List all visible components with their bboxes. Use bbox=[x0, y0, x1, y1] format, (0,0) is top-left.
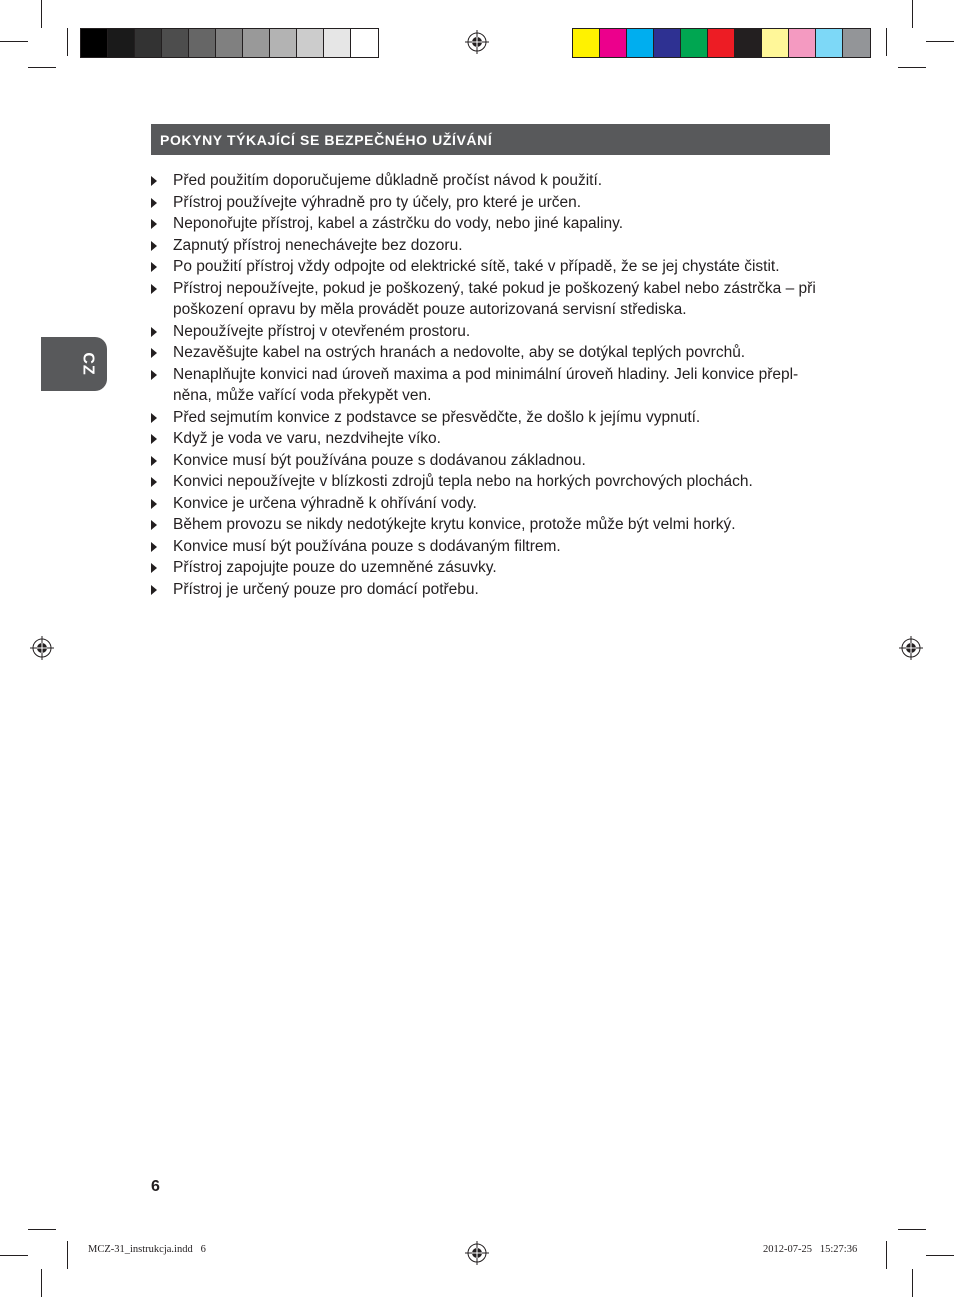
list-item bbox=[151, 278, 833, 321]
bullet-triangle-icon bbox=[151, 198, 157, 208]
crop-mark bbox=[912, 0, 913, 28]
crop-mark bbox=[926, 41, 954, 42]
registration-mark-icon bbox=[30, 636, 54, 660]
list-item bbox=[151, 450, 833, 472]
color-swatch bbox=[162, 29, 189, 57]
list-item-text: Neponořujte přístroj, kabel a zástrčku do vody, nebo jiné kapaliny. bbox=[173, 215, 624, 232]
list-item-text: Přístroj je určený pouze pro domácí potřebu. bbox=[173, 580, 479, 598]
list-item bbox=[151, 256, 833, 278]
color-swatch bbox=[189, 29, 216, 57]
file-slug: MCZ-31_instrukcja.indd 6 bbox=[88, 1244, 206, 1255]
color-swatch bbox=[270, 29, 297, 57]
print-timestamp: 2012-07-25 15:27:36 bbox=[763, 1244, 858, 1255]
bullet-triangle-icon bbox=[151, 434, 157, 444]
color-swatch bbox=[324, 29, 351, 57]
list-item-text: Konvice musí být používána pouze s dodávanou základnou. bbox=[173, 451, 586, 469]
bullet-triangle-icon bbox=[151, 262, 157, 272]
language-tab bbox=[41, 337, 107, 391]
list-item bbox=[151, 364, 833, 407]
color-swatch bbox=[81, 29, 108, 57]
bullet-triangle-icon bbox=[151, 284, 157, 294]
crop-mark bbox=[898, 1229, 926, 1230]
crop-mark bbox=[41, 1269, 42, 1297]
list-item-text: Přístroj nepoužívejte, pokud je poškozený, také pokud je poškozený kabel nebo zástrčka – při poškození opravu by měla provádět pouze autorizovaná servisní střediska. bbox=[173, 279, 816, 318]
bullet-triangle-icon bbox=[151, 585, 157, 595]
section-heading bbox=[151, 124, 830, 155]
list-item bbox=[151, 536, 833, 558]
list-item bbox=[151, 342, 833, 364]
color-swatch bbox=[351, 29, 378, 57]
list-item-text: Nezavěšujte kabel na ostrých hranách a nedovolte, aby se dotýkal teplých povrchů. bbox=[173, 344, 746, 361]
crop-mark bbox=[28, 1229, 56, 1230]
color-swatch bbox=[708, 29, 735, 57]
safety-instructions-list bbox=[151, 170, 833, 600]
bullet-triangle-icon bbox=[151, 413, 157, 423]
color-swatch bbox=[627, 29, 654, 57]
crop-mark bbox=[67, 1241, 68, 1269]
bullet-triangle-icon bbox=[151, 520, 157, 530]
list-item bbox=[151, 579, 833, 601]
crop-mark bbox=[0, 1255, 28, 1256]
crop-mark bbox=[886, 28, 887, 56]
bullet-triangle-icon bbox=[151, 477, 157, 487]
crop-mark bbox=[898, 67, 926, 68]
crop-mark bbox=[886, 1241, 887, 1269]
process-color-bar bbox=[572, 28, 871, 58]
list-item bbox=[151, 170, 833, 192]
list-item bbox=[151, 557, 833, 579]
list-item bbox=[151, 321, 833, 343]
list-item-text: Před sejmutím konvice z podstavce se přesvědčte, že došlo k jejímu vypnutí. bbox=[173, 408, 701, 426]
color-swatch bbox=[654, 29, 681, 57]
color-swatch bbox=[762, 29, 789, 57]
registration-mark-icon bbox=[465, 30, 489, 54]
color-swatch bbox=[108, 29, 135, 57]
bullet-triangle-icon bbox=[151, 327, 157, 337]
list-item-text: Konvice musí být používána pouze s dodávaným filtrem. bbox=[173, 537, 561, 555]
crop-mark bbox=[926, 1255, 954, 1256]
bullet-triangle-icon bbox=[151, 176, 157, 186]
list-item bbox=[151, 471, 833, 493]
language-tab-label: CZ bbox=[79, 352, 97, 376]
list-item bbox=[151, 514, 833, 536]
color-swatch bbox=[816, 29, 843, 57]
list-item-text: Před použitím doporučujeme důkladně pročíst návod k použití. bbox=[173, 172, 603, 189]
list-item bbox=[151, 493, 833, 515]
color-swatch bbox=[681, 29, 708, 57]
list-item-text: Po použití přístroj vždy odpojte od elektrické sítě, také v případě, že se jej chystáte čistit. bbox=[173, 258, 780, 275]
color-swatch bbox=[843, 29, 870, 57]
color-swatch bbox=[216, 29, 243, 57]
page-number: 6 bbox=[151, 1178, 160, 1195]
crop-mark bbox=[0, 41, 28, 42]
grayscale-color-bar bbox=[80, 28, 379, 58]
crop-mark bbox=[67, 28, 68, 56]
color-swatch bbox=[735, 29, 762, 57]
color-swatch bbox=[600, 29, 627, 57]
bullet-triangle-icon bbox=[151, 370, 157, 380]
list-item bbox=[151, 235, 833, 257]
color-swatch bbox=[573, 29, 600, 57]
color-swatch bbox=[789, 29, 816, 57]
bullet-triangle-icon bbox=[151, 241, 157, 251]
list-item-text: Nepoužívejte přístroj v otevřeném prostoru. bbox=[173, 322, 471, 340]
bullet-triangle-icon bbox=[151, 499, 157, 509]
color-swatch bbox=[135, 29, 162, 57]
crop-mark bbox=[28, 67, 56, 68]
bullet-triangle-icon bbox=[151, 542, 157, 552]
list-item-text: Přístroj zapojujte pouze do uzemněné zásuvky. bbox=[173, 559, 497, 576]
list-item-text: Během provozu se nikdy nedotýkejte krytu konvice, protože může být velmi horký. bbox=[173, 516, 736, 533]
list-item bbox=[151, 192, 833, 214]
registration-mark-icon bbox=[899, 636, 923, 660]
registration-mark-icon bbox=[465, 1241, 489, 1265]
list-item-text: Nenaplňujte konvici nad úroveň maxima a pod minimální úroveň hladiny. Jeli konvice přepl-něna, může vařící voda překypět ven. bbox=[173, 365, 799, 404]
bullet-triangle-icon bbox=[151, 563, 157, 573]
list-item bbox=[151, 428, 833, 450]
bullet-triangle-icon bbox=[151, 219, 157, 229]
list-item-text: Přístroj používejte výhradně pro ty účely, pro které je určen. bbox=[173, 193, 582, 211]
bullet-triangle-icon bbox=[151, 348, 157, 358]
list-item-text: Zapnutý přístroj nenechávejte bez dozoru. bbox=[173, 236, 463, 254]
crop-mark bbox=[912, 1269, 913, 1297]
color-swatch bbox=[297, 29, 324, 57]
section-title: POKYNY TÝKAJÍCÍ SE BEZPEČNÉHO UŽÍVÁNÍ bbox=[160, 131, 493, 148]
list-item bbox=[151, 213, 833, 235]
crop-mark bbox=[41, 0, 42, 28]
color-swatch bbox=[243, 29, 270, 57]
list-item-text: Konvici nepoužívejte v blízkosti zdrojů tepla nebo na horkých povrchových plochách. bbox=[173, 473, 753, 490]
bullet-triangle-icon bbox=[151, 456, 157, 466]
list-item bbox=[151, 407, 833, 429]
list-item-text: Když je voda ve varu, nezdvihejte víko. bbox=[173, 430, 441, 447]
list-item-text: Konvice je určena výhradně k ohřívání vody. bbox=[173, 494, 477, 512]
